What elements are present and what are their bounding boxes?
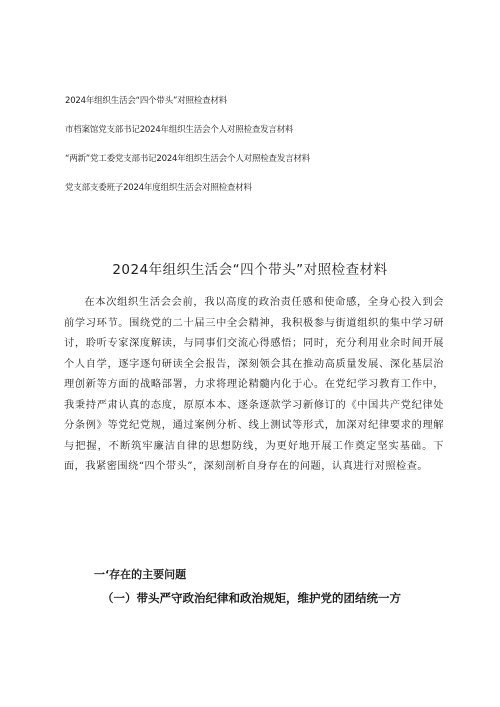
related-document-link[interactable]: “两新”党工委党支部书记2024年组织生活会个人对照检查发言材料 — [65, 154, 311, 164]
document-title: 2024年组织生活会“四个带头”对照检查材料 — [112, 262, 388, 278]
related-documents-list — [65, 96, 465, 194]
section-heading: 一‘存在的主要问题 — [94, 568, 187, 581]
subsection-heading: （一）带头严守政治纪律和政治规矩，维护党的团结统一方 — [102, 591, 401, 605]
related-document-link[interactable]: 2024年组织生活会“四个带头”对照检查材料 — [65, 96, 228, 106]
related-document-link[interactable]: 市档案馆党支部书记2024年组织生活会个人对照检查发言材料 — [65, 125, 294, 135]
intro-paragraph: 在本次组织生活会会前，我以高度的政治责任感和使命感，全身心投入到会前学习环节。围绕党的二十届三中全会精神，我积极参与街道组织的集中学习研讨，聆听专家深度解读，与同事们交流心得感悟；同时，充分利用业余时间开展个人自学，逐字逐句研读全会报告，深刻领会其在推动高质量发展、深化基层治理创新等方面的战略部署，力求将理论精髓内化于心。在党纪学习教育工作中，我秉持严肃认真的态度，原原本本、逐条逐款学习新修订的《中国共产党纪律处分条例》等党纪党规，通过案例分析、线上测试等形式，加深对纪律要求的理解与把握，不断筑牢廉洁自律的思想防线，为更好地开展工作奠定坚实基础。下面，我紧密围绕“四个带头”，深刻剖析自身存在的问题，认真进行对照检查。 — [64, 297, 444, 472]
related-document-link[interactable]: 党支部支委班子2024年度组织生活会对照检查材料 — [65, 183, 252, 193]
